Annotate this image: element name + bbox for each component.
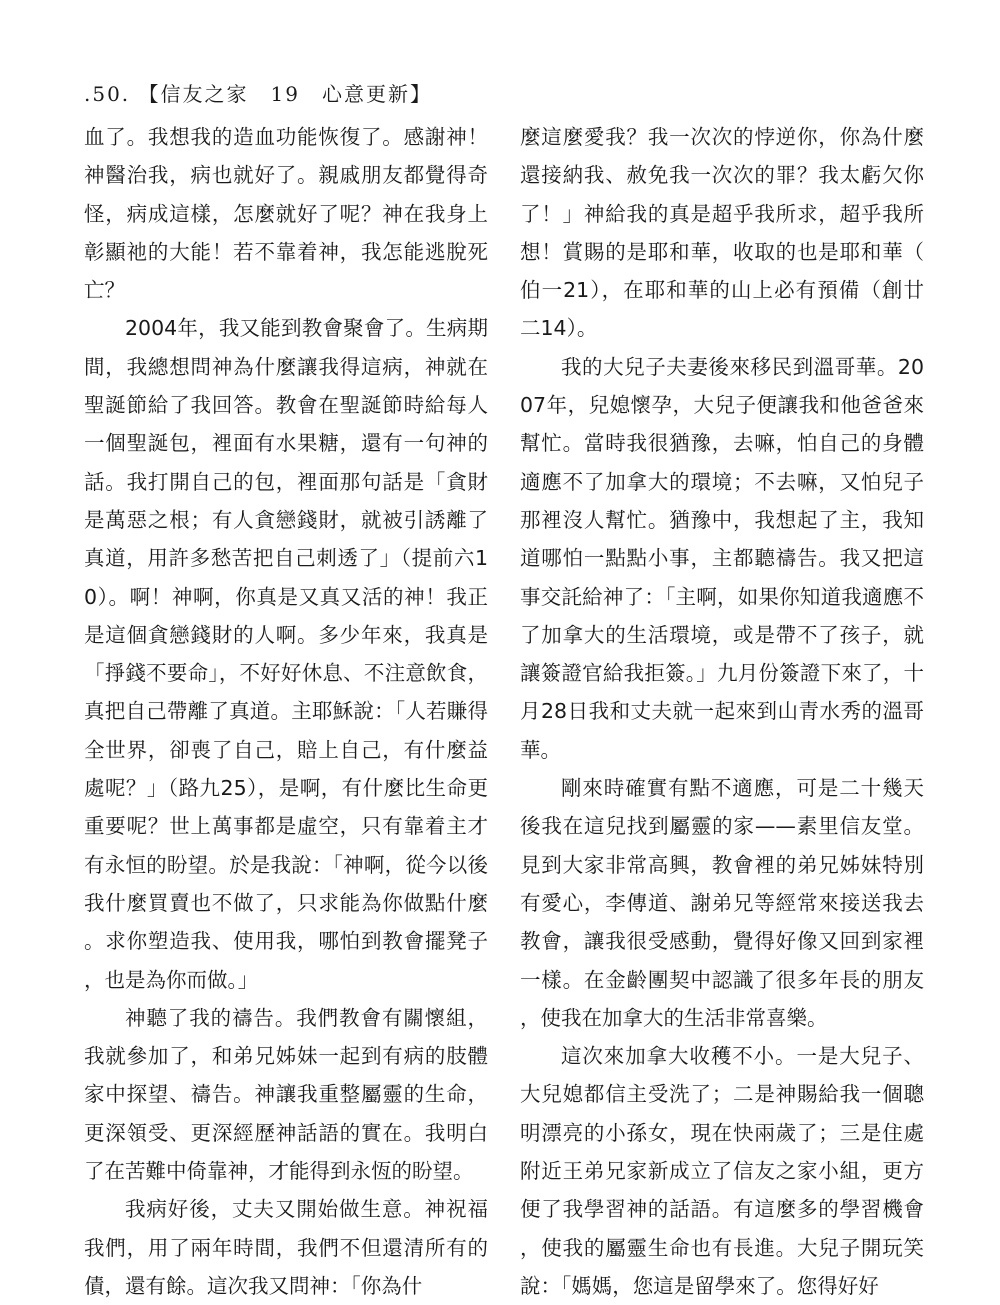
paragraph: 這次來加拿大收穫不小。一是大兒子、大兒媳都信主受洗了；二是神賜給我一個聰明漂亮的小孫女，現在快兩歲了；三是住處附近王弟兄家新成立了信友之家小組，更方便了我學習神的話語。有這麼多的學習機會，使我的屬靈生命也有長進。大兒子開玩笑說：「媽媽，您這是留學來了。您得好好 bbox=[520, 1044, 924, 1298]
paragraph: 血了。我想我的造血功能恢復了。感謝神！神醫治我，病也就好了。親戚朋友都覺得奇怪，病成這樣，怎麼就好了呢？神在我身上彰顯祂的大能！若不靠着神，我怎能逃脫死亡？ bbox=[84, 125, 488, 303]
paragraph: 我病好後，丈夫又開始做生意。神祝福我們，用了兩年時間，我們不但還清所有的債，還有餘。這次我又問神：「你為什 bbox=[84, 1197, 488, 1298]
running-title: 【信友之家 19 心意更新】 bbox=[138, 82, 432, 106]
page-number: .50. bbox=[84, 82, 131, 106]
left-column bbox=[84, 118, 488, 1305]
paragraph: 2004年，我又能到教會聚會了。生病期間，我總想問神為什麼讓我得這病，神就在聖誕節給了我回答。教會在聖誕節時給每人一個聖誕包，裡面有水果糖，還有一句神的話。我打開自己的包，裡面那句話是「貪財是萬惡之根；有人貪戀錢財，就被引誘離了真道，用許多愁苦把自己刺透了」（提前六10）。啊！神啊，你真是又真又活的神！我正是這個貪戀錢財的人啊。多少年來，我真是「掙錢不要命」，不好好休息、不注意飲食，真把自己帶離了真道。主耶穌說：「人若賺得全世界，卻喪了自己，賠上自己，有什麼益處呢？」（路九25），是啊，有什麼比生命更重要呢？世上萬事都是虛空，只有靠着主才有永恒的盼望。於是我說：「神啊，從今以後我什麼買賣也不做了，只求能為你做點什麼。求你塑造我、使用我，哪怕到教會擺凳子，也是為你而做。」 bbox=[84, 316, 488, 992]
paragraph: 神聽了我的禱告。我們教會有關懷組，我就參加了，和弟兄姊妹一起到有病的肢體家中探望、禱告。神讓我重整屬靈的生命，更深領受、更深經歷神話語的實在。我明白了在苦難中倚靠神，才能得到永恆的盼望。 bbox=[84, 1005, 488, 1184]
paragraph: 剛來時確實有點不適應，可是二十幾天後我在這兒找到屬靈的家——素里信友堂。見到大家非常高興，教會裡的弟兄姊妹特別有愛心，李傳道、謝弟兄等經常來接送我去教會，讓我很受感動，覺得好像又回到家裡一樣。在金齡團契中認識了很多年長的朋友，使我在加拿大的生活非常喜樂。 bbox=[520, 776, 924, 1030]
paragraph: 麼這麼愛我？我一次次的悖逆你，你為什麼還接納我、赦免我一次次的罪？我太虧欠你了！」神給我的真是超乎我所求，超乎我所想！賞賜的是耶和華，收取的也是耶和華（伯一21），在耶和華的山上必有預備（創廿二14）。 bbox=[520, 125, 924, 341]
paragraph: 我的大兒子夫妻後來移民到溫哥華。2007年，兒媳懷孕，大兒子便讓我和他爸爸來幫忙。當時我很猶豫，去嘛，怕自己的身體適應不了加拿大的環境；不去嘛，又怕兒子那裡沒人幫忙。猶豫中，我想起了主，我知道哪怕一點點小事，主都聽禱告。我又把這事交託給神了：「主啊，如果你知道我適應不了加拿大的生活環境，或是帶不了孩子，就讓簽證官給我拒簽。」九月份簽證下來了，十月28日我和丈夫就一起來到山青水秀的溫哥華。 bbox=[520, 354, 924, 762]
right-column bbox=[520, 118, 924, 1305]
page-header bbox=[84, 78, 432, 107]
